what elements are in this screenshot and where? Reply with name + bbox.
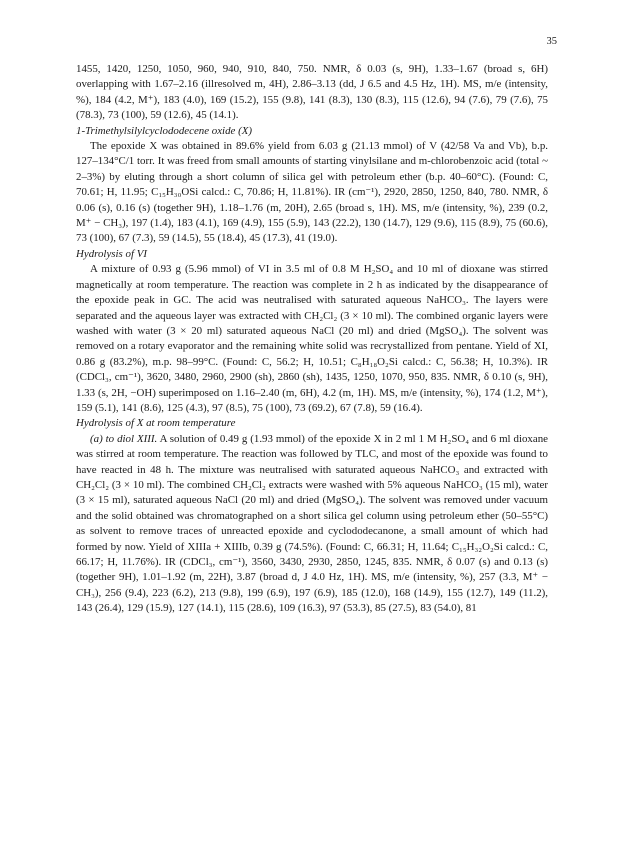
section-heading-hydrolysis-vi: Hydrolysis of VI — [76, 247, 147, 260]
section-heading-epoxide-x: 1-Trimethylsilylcyclododecene oxide (X) — [76, 124, 252, 137]
paragraph-continuation: 1455, 1420, 1250, 1050, 960, 940, 910, 840, 750. NMR, δ 0.03 (s, 9H), 1.33–1.67 (broad s, 6H) overlapping with 1.67–2.16 (illresolved m, 4H), 2.86–3.13 (dd, J 6.5 and 4.5 Hz, 1H). MS, m/e (intensity, %), 184 (4.2, M⁺), 183 (4.0), 169 (15.2), 155 (9.8), 141 (8.3), 130 (8.3), 115 (12.6), 94 (7.6), 79 (7.6), 75 (78.3), 73 (100), 59 (12.6), 45 (14.1). — [76, 63, 548, 122]
paragraph-hydrolysis-vi: A mixture of 0.93 g (5.96 mmol) of VI in 3.5 ml of 0.8 M H₂SO₄ and 10 ml of dioxane was stirred magnetically at room temperature. The reaction was complete in 2 h as indicated by the disappearance of the epoxide peak in GC. The acid was neutralised with saturated aqueous NaHCO₃. The layers were separated and the aqueous layer was extracted with CH₂Cl₂ (3 × 10 ml). The combined organic layers were washed with water (3 × 20 ml) saturated aqueous NaCl (20 ml) and dried (MgSO₄). The solvent was removed on a rotary evaporator and the remaining white solid was recrystallized from pentane. Yield of XI, 0.86 g (83.2%), m.p. 98–99°C. (Found: C, 56.2; H, 10.51; C₈H₁₈O₂Si calcd.: C, 56.38; H, 10.3%). IR (CDCl₃, cm⁻¹), 3620, 3480, 2960, 2900 (sh), 2860 (sh), 1435, 1250, 1070, 950, 835. NMR, δ 0.10 (s, 9H), 1.33 (s, 2H, −OH) superimposed on 1.16–2.40 (m, 6H), 4.2 (m, 1H). MS, m/e (intensity, %), 174 (1.2, M⁺), 159 (5.1), 141 (8.6), 125 (4.3), 97 (8.5), 75 (100), 73 (69.2), 67 (7.8), 59 (16.4). — [76, 263, 548, 414]
page-number: 35 — [546, 36, 557, 47]
paragraph-diol-xiii-text: A solution of 0.49 g (1.93 mmol) of the epoxide X in 2 ml 1 M H₂SO₄ and 6 ml dioxane was stirred at room temperature. The reaction was followed by TLC, and most of the epoxide was found to have reacted in 48 h. The mixture was neutralised with saturated aqueous NaHCO₃ and extracted with CH₂Cl₂ (3 × 10 ml). The combined CH₂Cl₂ extracts were washed with 5% aqueous NaHCO₃ (15 ml), water (3 × 15 ml), saturated aqueous NaCl (20 ml) and dried (MgSO₄). The solvent was removed under vacuum and the solid obtained was chromatographed on a short silica gel column using petroleum ether (50–55°C) as solvent to remove traces of unreacted epoxide and cyclododecanone, a small amount of which had formed by now. Yield of XIIIa + XIIIb, 0.39 g (74.5%). (Found: C, 66.31; H, 11.64; C₁₅H₃₂O₂Si calcd.: C, 66.17; H, 11.76%). IR (CDCl₃, cm⁻¹), 3560, 3430, 2930, 2850, 1245, 835. NMR, δ 0.07 (s) and 0.13 (s)(together 9H), 1.01–1.92 (m, 22H), 3.87 (broad d, J 4.0 Hz, 1H). MS, m/e (intensity, %), 257 (3.3, M⁺ − CH₃), 256 (9.4), 223 (6.2), 213 (9.8), 199 (6.9), 197 (6.9), 185 (12.0), 168 (14.9), 155 (12.7), 149 (11.2), 143 (26.4), 129 (15.9), 127 (14.1), 115 (28.6), 109 (16.3), 97 (53.3), 85 (27.5), 83 (54.0), 81 — [76, 432, 548, 615]
subheading-diol-xiii: (a) to diol XIII. — [90, 432, 158, 445]
paragraph-diol-xiii — [76, 432, 548, 617]
paragraph-epoxide-x: The epoxide X was obtained in 89.6% yield from 6.03 g (21.13 mmol) of V (42/58 Va and Vb), b.p. 127–134°C/1 torr. It was freed from small amounts of starting vinylsilane and m-chlorobenzoic acid (total ~ 2–3%) by eluting through a short column of silica gel with petroleum ether (b.p. 40–60°C). (Found: C, 70.61; H, 11.95; C₁₅H₃₀OSi calcd.: C, 70.86; H, 11.81%). IR (cm⁻¹), 2920, 2850, 1250, 840, 780. NMR, δ 0.06 (s), 0.16 (s) (together 9H), 1.18–1.76 (m, 20H), 2.65 (broad s, 1H). MS, m/e (intensity, %), 239 (0.2, M⁺ − CH₃), 197 (1.4), 183 (4.1), 169 (4.9), 155 (5.9), 143 (22.2), 130 (14.7), 129 (9.6), 115 (8.9), 75 (60.6), 73 (100), 67 (7.3), 59 (14.5), 55 (18.4), 45 (17.3), 41 (19.0). — [76, 140, 548, 245]
page-body — [76, 62, 548, 617]
section-heading-hydrolysis-x: Hydrolysis of X at room temperature — [76, 417, 236, 430]
